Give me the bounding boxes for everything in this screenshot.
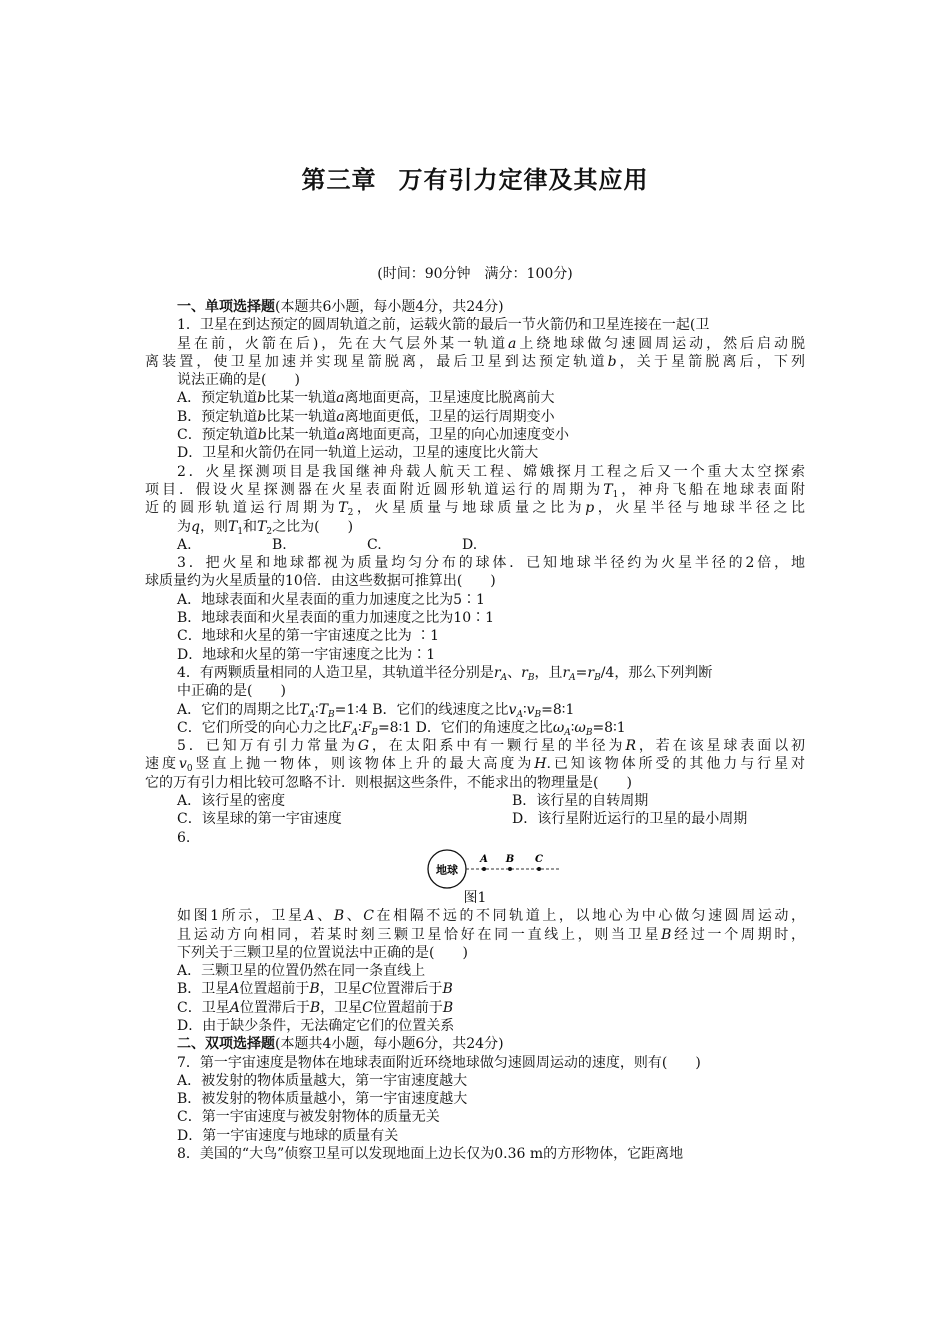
section-heading: 二、双项选择题(本题共4小题，每小题6分，共24分) [177, 1036, 504, 1053]
question-6-number: 6. [177, 829, 191, 846]
question-5-options-cd [145, 810, 805, 828]
option-b[interactable]: B．被发射的物体质量越小，第一宇宙速度越大 [177, 1091, 468, 1108]
question-8-stem: 8．美国的“大鸟”侦察卫星可以发现地面上边长仅为0.36 m的方形物体，它距离地 [177, 1146, 684, 1163]
question-2-stem: 近的圆形轨道运行周期为$T_2$，火星质量与地球质量之比为p，火星半径与地球半径之比 [145, 500, 805, 518]
question-1-stem: 星在前，火箭在后)，先在大气层外某一轨道a上绕地球做匀速圆周运动，然后启动脱 [177, 335, 805, 352]
option-c[interactable]: C. [367, 536, 382, 553]
question-2-stem: 为q，则$T_1$和$T_2$之比为( ) [177, 518, 354, 536]
chapter-title: 第三章 万有引力定律及其应用 [301, 166, 649, 194]
option-a[interactable]: A．它们的周期之比$T_A∶T_B=1∶4$ [177, 701, 368, 719]
figure-1 [145, 847, 805, 889]
question-4-stem: 4．有两颗质量相同的人造卫星，其轨道半径分别是$r_A$、$r_B$，且$r_A=r_B/4$，那么下列判断 [177, 664, 713, 683]
question-2-stem: 项目．假设火星探测器在火星表面附近圆形轨道运行的周期为$T_1$，神舟飞船在地球表面附 [145, 481, 805, 500]
question-6-stem: 如图1所示，卫星A、B、C在相隔不远的不同轨道上，以地心为中心做匀速圆周运动， [177, 908, 805, 925]
question-1-stem: 离装置，使卫星加速并实现星箭脱离，最后卫星到达预定轨道b，关于星箭脱离后，下列 [145, 353, 805, 370]
option-b[interactable]: B．卫星A位置超前于B，卫星C位置滞后于B [177, 981, 453, 998]
satellite-a-label: A [480, 853, 488, 865]
earth-label: 地球 [436, 863, 458, 877]
option-c[interactable]: C．第一宇宙速度与被发射物体的质量无关 [177, 1109, 440, 1126]
satellite-c-dot [537, 867, 541, 871]
option-d[interactable]: D．由于缺少条件，无法确定它们的位置关系 [177, 1017, 455, 1034]
option-d[interactable]: D．卫星和火箭仍在同一轨道上运动，卫星的速度比火箭大 [177, 445, 539, 462]
option-d[interactable]: D．它们的角速度之比$\omega_A∶\omega_B=8∶1$ [415, 719, 626, 738]
satellite-a-dot [482, 867, 486, 871]
figure-caption: 图1 [463, 889, 487, 906]
option-c[interactable]: C．它们所受的向心力之比$F_A∶F_B=8∶1$ [177, 719, 412, 738]
option-a[interactable]: A．三颗卫星的位置仍然在同一条直线上 [177, 963, 426, 980]
option-d[interactable]: D. [462, 536, 478, 553]
section-heading: 一、单项选择题(本题共6小题，每小题4分，共24分) [177, 299, 504, 315]
question-7-stem: 7．第一宇宙速度是物体在地球表面附近环绕地球做匀速圆周运动的速度，则有( ) [177, 1054, 701, 1071]
satellite-b-dot [508, 867, 512, 871]
question-3-stem: 3．把火星和地球都视为质量均匀分布的球体．已知地球半径约为火星半径的2倍，地 [177, 555, 805, 572]
option-c[interactable]: C．该星球的第一宇宙速度 [177, 811, 342, 828]
question-4-options-cd [145, 719, 805, 737]
option-a[interactable]: A．该行星的密度 [177, 793, 286, 810]
option-b[interactable]: B．该行星的自转周期 [512, 793, 649, 810]
option-a[interactable]: A. [177, 536, 192, 553]
option-b[interactable]: B．地球表面和火星表面的重力加速度之比为10∶1 [177, 610, 495, 627]
question-5-stem: 5．已知万有引力常量为G，在太阳系中有一颗行星的半径为R，若在该星球表面以初 [177, 738, 805, 755]
orbit-diagram [427, 849, 567, 889]
question-4-options-ab [145, 701, 805, 719]
satellite-b-label: B [505, 853, 515, 865]
option-a[interactable]: A．预定轨道b比某一轨道a离地面更高，卫星速度比脱离前大 [177, 390, 555, 407]
option-a[interactable]: A．地球表面和火星表面的重力加速度之比为5∶1 [177, 591, 485, 608]
satellite-c-label: C [535, 853, 543, 865]
option-b[interactable]: B．它们的线速度之比$v_A∶v_B=8∶1$ [372, 701, 575, 719]
question-2-options [145, 536, 805, 554]
exam-meta: (时间：90分钟 满分：100分) [377, 266, 573, 282]
option-c[interactable]: C．预定轨道b比某一轨道a离地面更高，卫星的向心加速度变小 [177, 427, 570, 444]
question-1-stem: 1．卫星在到达预定的圆周轨道之前，运载火箭的最后一节火箭仍和卫星连接在一起(卫 [177, 317, 710, 334]
question-5-stem: 它的万有引力相比较可忽略不计．则根据这些条件，不能求出的物理量是( ) [145, 774, 632, 791]
option-c[interactable]: C．卫星A位置滞后于B，卫星C位置超前于B [177, 999, 454, 1016]
question-body [145, 298, 805, 1163]
question-5-stem: 速度$v_0$竖直上抛一物体，则该物体上升的最大高度为H.已知该物体所受的其他力与行星对 [145, 756, 805, 774]
option-d[interactable]: D．地球和火星的第一宇宙速度之比为∶1 [177, 646, 436, 663]
question-1-stem: 说法正确的是( ) [177, 372, 300, 389]
option-d[interactable]: D．该行星附近运行的卫星的最小周期 [512, 811, 748, 828]
question-4-stem: 中正确的是( ) [177, 683, 286, 700]
question-2-stem: 2．火星探测项目是我国继神舟载人航天工程、嫦娥探月工程之后又一个重大太空探索 [177, 463, 805, 480]
option-a[interactable]: A．被发射的物体质量越大，第一宇宙速度越大 [177, 1072, 468, 1089]
question-6-stem: 且运动方向相同，若某时刻三颗卫星恰好在同一直线上，则当卫星B经过一个周期时， [177, 926, 805, 943]
question-6-stem: 下列关于三颗卫星的位置说法中正确的是( ) [177, 944, 468, 961]
option-c[interactable]: C．地球和火星的第一宇宙速度之比为 ∶1 [177, 628, 440, 645]
option-b[interactable]: B．预定轨道b比某一轨道a离地面更低，卫星的运行周期变小 [177, 408, 555, 425]
question-3-stem: 球质量约为火星质量的10倍．由这些数据可推算出( ) [145, 573, 496, 590]
option-d[interactable]: D．第一宇宙速度与地球的质量有关 [177, 1127, 399, 1144]
question-5-options-ab [145, 792, 805, 810]
option-b[interactable]: B. [272, 536, 287, 553]
